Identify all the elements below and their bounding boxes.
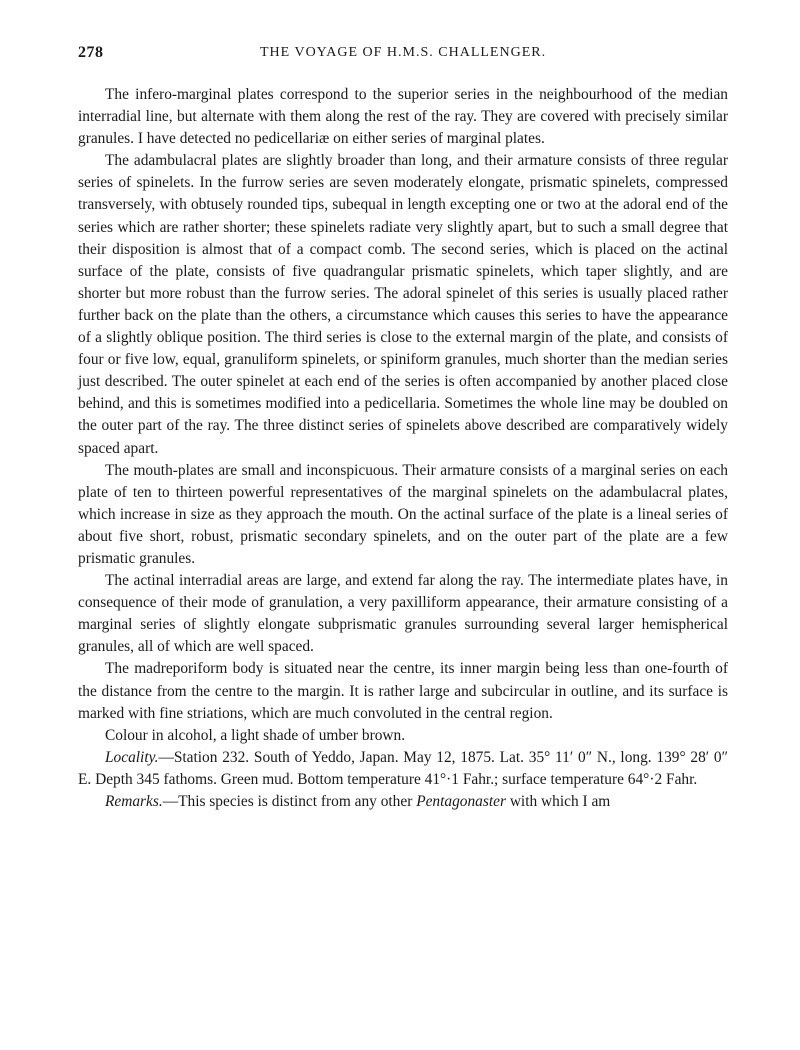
running-title: THE VOYAGE OF H.M.S. CHALLENGER. [260,45,547,60]
locality-text: —Station 232. South of Yeddo, Japan. May 12, 1875. Lat. 35° 11′ 0″ N., long. 139° 28′ 0″ E. Depth 345 fathoms. Green mud. Bottom temperature 41°·1 Fahr.; surface temperature 64°·2 Fahr. [78,748,728,788]
paragraph-locality [78,747,728,791]
paragraph-madreporiform-body: The madreporiform body is situated near the centre, its inner margin being less than one-fourth of the distance from the centre to the margin. It is rather large and subcircular in outline, and its surface is marked with fine striations, which are much convoluted in the central region. [78,660,728,722]
remarks-text-before: —This species is distinct from any other [162,793,417,810]
locality-label: Locality. [105,748,159,766]
remarks-text-after: with which I am [505,793,611,810]
remarks-genus: Pentagonaster [416,793,506,810]
body-text [78,84,728,813]
remarks-label: Remarks. [105,793,163,810]
paragraph-mouth-plates: The mouth-plates are small and inconspicuous. Their armature consists of a marginal series on each plate of ten to thirteen powerful representatives of the marginal spinelets on the adambulacral plates, which increase in size as they approach the mouth. On the actinal surface of the plate is a lineal series of about five short, robust, prismatic secondary spinelets, and on the outer part of the plate are a few prismatic granules. [78,461,728,567]
paragraph-remarks [78,791,728,813]
paragraph-actinal-interradial-areas: The actinal interradial areas are large, and extend far along the ray. The intermediate plates have, in consequence of their mode of granulation, a very paxilliform appearance, their armature consisting of a marginal series of slightly elongate subprismatic granules surrounding several larger hemispherical granules, all of which are well spaced. [78,572,728,656]
paragraph-colour: Colour in alcohol, a light shade of umber brown. [105,726,406,744]
paragraph-adambulacral-plates: The adambulacral plates are slightly broader than long, and their armature consists of three regular series of spinelets. In the furrow series are seven moderately elongate, prismatic spinelets, compressed transversely, with obtusely rounded tips, subequal in length excepting one or two at the adoral end of the series which are rather shorter; these spinelets radiate very slightly apart, but to such a small degree that their disposition is almost that of a compact comb. The second series, which is placed on the actinal surface of the plate, consists of five quadrangular prismatic spinelets, which taper slightly, and are shorter but more robust than the furrow series. The adoral spinelet of this series is usually placed rather further back on the plate than the others, a circumstance which causes this series to have the appearance of a slightly oblique position. The third series is close to the external margin of the plate, and consists of four or five low, equal, granuliform spinelets, or spiniform granules, much shorter than the median series just described. The outer spinelet at each end of the series is often accompanied by another placed close behind, and this is sometimes modified into a pedicellaria. Sometimes the whole line may be doubled on the outer part of the ray. The three distinct series of spinelets above described are comparatively widely spaced apart. [78,152,728,457]
paragraph-infero-marginal-plates: The infero-marginal plates correspond to the superior series in the neighbourhood of the median interradial line, but alternate with them along the rest of the ray. They are covered with precisely similar granules. I have detected no pedicellariæ on either series of marginal plates. [78,86,728,148]
page-number: 278 [78,44,104,61]
page-header [78,44,728,68]
